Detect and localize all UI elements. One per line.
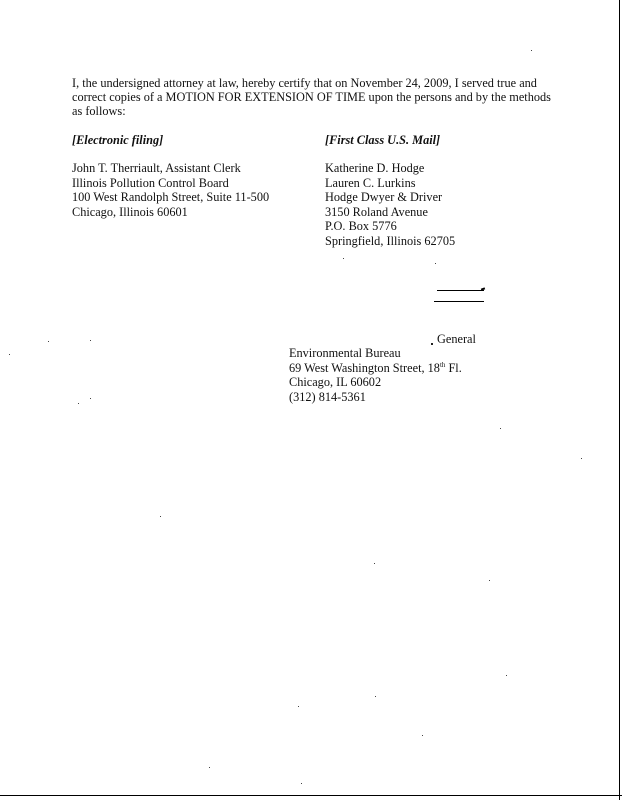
- scan-speck: [375, 696, 376, 697]
- address-line: Lauren C. Lurkins: [325, 175, 416, 190]
- attorney-general-label: General: [437, 332, 476, 346]
- street-ordinal: th: [439, 360, 446, 369]
- address-line: Hodge Dwyer & Driver: [325, 190, 443, 204]
- street-suffix: Fl.: [445, 360, 462, 375]
- scan-speck: [301, 783, 302, 784]
- scan-speck: [506, 675, 507, 676]
- attorney-contact-block: [289, 346, 462, 404]
- signature-line-lower: [434, 301, 484, 302]
- address-line: Springfield, Illinois 62705: [325, 233, 456, 248]
- address-line: P.O. Box 5776: [325, 219, 397, 233]
- scan-speck: [531, 50, 532, 51]
- electronic-recipient-address: [72, 161, 269, 219]
- street-address: [289, 361, 462, 376]
- scan-mark: [431, 343, 433, 345]
- scan-speck: [90, 340, 91, 341]
- scan-speck: [298, 706, 299, 707]
- certificate-line-3: as follows:: [72, 104, 126, 118]
- first-class-mail-heading: [First Class U.S. Mail]: [325, 133, 441, 147]
- phone-number: (312) 814-5361: [289, 389, 366, 404]
- certificate-line-1: I, the undersigned attorney at law, hereby certify that on November 24, 2009, I served true and: [72, 76, 537, 90]
- scan-speck: [343, 258, 344, 259]
- address-line: Chicago, Illinois 60601: [72, 204, 188, 219]
- scan-speck: [435, 263, 436, 264]
- scan-speck: [90, 398, 91, 399]
- bureau-name: Environmental Bureau: [289, 346, 401, 360]
- scan-speck: [9, 354, 10, 355]
- city-state-zip: Chicago, IL 60602: [289, 375, 382, 389]
- mail-recipient-address: [325, 161, 455, 248]
- scan-edge-right: [619, 0, 620, 800]
- scan-speck: [581, 458, 582, 459]
- scan-speck: [422, 735, 423, 736]
- address-line: 100 West Randolph Street, Suite 11-500: [72, 190, 270, 204]
- scan-edge-bottom: [0, 795, 622, 796]
- scan-speck: [500, 428, 501, 429]
- certificate-paragraph: [72, 76, 562, 118]
- signature-line-upper: [437, 290, 484, 291]
- certificate-line-2: correct copies of a MOTION FOR EXTENSION OF TIME upon the persons and by the methods: [72, 90, 551, 104]
- address-line: John T. Therriault, Assistant Clerk: [72, 161, 241, 175]
- scan-speck: [489, 580, 490, 581]
- street-prefix: 69 West Washington Street, 18: [289, 360, 440, 375]
- scan-speck: [78, 403, 79, 404]
- electronic-filing-heading: [Electronic filing]: [72, 133, 164, 147]
- address-line: Illinois Pollution Control Board: [72, 175, 229, 190]
- address-line: Katherine D. Hodge: [325, 161, 425, 175]
- scan-speck: [160, 516, 161, 517]
- scan-speck: [374, 563, 375, 564]
- scan-speck: [209, 767, 210, 768]
- scan-speck: [48, 341, 49, 342]
- address-line: 3150 Roland Avenue: [325, 204, 428, 219]
